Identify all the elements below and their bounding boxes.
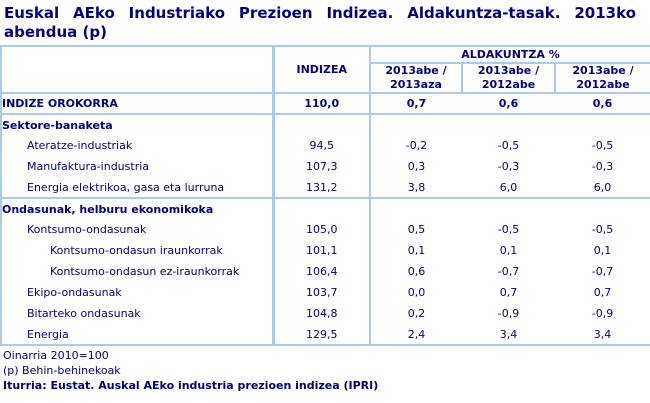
- index-value-cell: [273, 114, 370, 135]
- table-row: [1, 114, 650, 135]
- index-value-cell: 106,4: [273, 261, 370, 282]
- change-value-cell: [555, 114, 650, 135]
- table-row: [1, 303, 650, 324]
- corner-cell: [1, 46, 273, 93]
- change-value-cell: -0,5: [497, 139, 520, 152]
- table-row: [1, 177, 650, 198]
- table-header: [1, 46, 650, 93]
- change-value-cell: -0,9: [497, 307, 520, 320]
- row-label: Kontsumo-ondasun ez-iraunkorrak: [1, 261, 273, 282]
- change-value-cell: [555, 198, 650, 219]
- index-value-cell: 129,5: [273, 324, 370, 345]
- period-label: 2012abe: [576, 78, 630, 91]
- row-label: Kontsumo-ondasunak: [1, 219, 273, 240]
- index-value-cell: 110,0: [273, 93, 370, 114]
- change-value-cell: 0,0: [407, 286, 426, 299]
- footer-base-note: Oinarria 2010=100: [3, 349, 109, 362]
- change-value-cell: 0,7: [370, 93, 462, 114]
- index-value-cell: [273, 198, 370, 219]
- row-label: Sektore-banaketa: [1, 114, 273, 135]
- change-value-cell: 3,4: [499, 327, 518, 341]
- index-value-cell: 105,0: [273, 219, 370, 240]
- footer-notes: [0, 346, 650, 393]
- index-value-cell: 94,5: [273, 135, 370, 156]
- row-label: Ateratze-industriak: [1, 135, 273, 156]
- change-value-cell: -0,5: [591, 139, 614, 152]
- index-value-cell: 103,7: [273, 282, 370, 303]
- change-subheader-1: [370, 63, 462, 93]
- change-value-cell: 3,8: [370, 177, 462, 198]
- indizea-header: INDIZEA: [273, 46, 370, 93]
- change-value-cell: [462, 198, 555, 219]
- change-value-cell: -0,2: [405, 139, 428, 152]
- aldakuntza-header: ALDAKUNTZA %: [370, 46, 650, 63]
- period-label: 2013abe /: [477, 64, 540, 77]
- period-label: 2013abe /: [572, 64, 634, 77]
- row-label: Energia: [1, 324, 273, 345]
- ipri-table: [0, 45, 650, 346]
- change-value-cell: 3,4: [593, 327, 612, 341]
- change-value-cell: 0,6: [462, 93, 555, 114]
- change-value-cell: 0,1: [593, 244, 612, 257]
- row-label: Ondasunak, helburu ekonomikoka: [1, 198, 273, 219]
- change-value-cell: 0,6: [555, 93, 650, 114]
- footer-source: Iturria: Eustat. Auskal AEko industria prezioen indizea (IPRI): [3, 379, 379, 392]
- table-row: [1, 93, 650, 114]
- change-value-cell: [370, 114, 462, 135]
- index-value-cell: 104,8: [273, 303, 370, 324]
- change-value-cell: [462, 114, 555, 135]
- table-row: [1, 156, 650, 177]
- change-subheader-3: [555, 63, 650, 93]
- change-value-cell: 6,0: [555, 177, 650, 198]
- period-label: 2013aza: [390, 78, 442, 91]
- row-label: Energia elektrikoa, gasa eta lurruna: [1, 177, 273, 198]
- change-value-cell: 0,6: [407, 265, 426, 278]
- change-value-cell: -0,3: [497, 160, 520, 173]
- header-row-group: [1, 46, 650, 63]
- footer-provisional-note: (p) Behin-behinekoak: [3, 364, 121, 377]
- table-row: [1, 261, 650, 282]
- change-value-cell: -0,9: [591, 307, 614, 320]
- change-value-cell: -0,5: [591, 223, 614, 236]
- change-value-cell: [370, 198, 462, 219]
- table-row: [1, 240, 650, 261]
- index-value-cell: 101,1: [273, 240, 370, 261]
- change-value-cell: 0,2: [407, 307, 426, 320]
- row-label: Bitarteko ondasunak: [1, 303, 273, 324]
- table-body: [1, 93, 650, 345]
- change-value-cell: 0,7: [499, 286, 518, 299]
- change-value-cell: 2,4: [407, 327, 426, 341]
- row-label: Kontsumo-ondasun iraunkorrak: [1, 240, 273, 261]
- table-row: [1, 282, 650, 303]
- row-label: Ekipo-ondasunak: [1, 282, 273, 303]
- change-value-cell: 0,3: [407, 160, 426, 173]
- change-value-cell: 6,0: [462, 177, 555, 198]
- row-label: Manufaktura-industria: [1, 156, 273, 177]
- row-label: INDIZE OROKORRA: [1, 93, 273, 114]
- page-title: Euskal AEko Industriako Prezioen Indizea. Aldakuntza-tasak. 2013ko abendua (p): [4, 4, 636, 41]
- table-row: [1, 198, 650, 219]
- index-value-cell: 107,3: [273, 156, 370, 177]
- change-value-cell: -0,5: [497, 223, 520, 236]
- table-row: [1, 219, 650, 240]
- period-label: 2012abe: [481, 78, 536, 91]
- change-value-cell: 0,1: [407, 244, 426, 257]
- change-value-cell: -0,7: [497, 265, 520, 278]
- table-row: [1, 324, 650, 345]
- change-subheader-2: [462, 63, 555, 93]
- period-label: 2013abe /: [385, 64, 447, 77]
- table-row: [1, 135, 650, 156]
- change-value-cell: -0,7: [591, 265, 614, 278]
- change-value-cell: 0,7: [593, 286, 612, 299]
- change-value-cell: 0,1: [499, 244, 518, 257]
- index-value-cell: 131,2: [273, 177, 370, 198]
- change-value-cell: 0,5: [407, 223, 426, 236]
- change-value-cell: -0,3: [591, 160, 614, 173]
